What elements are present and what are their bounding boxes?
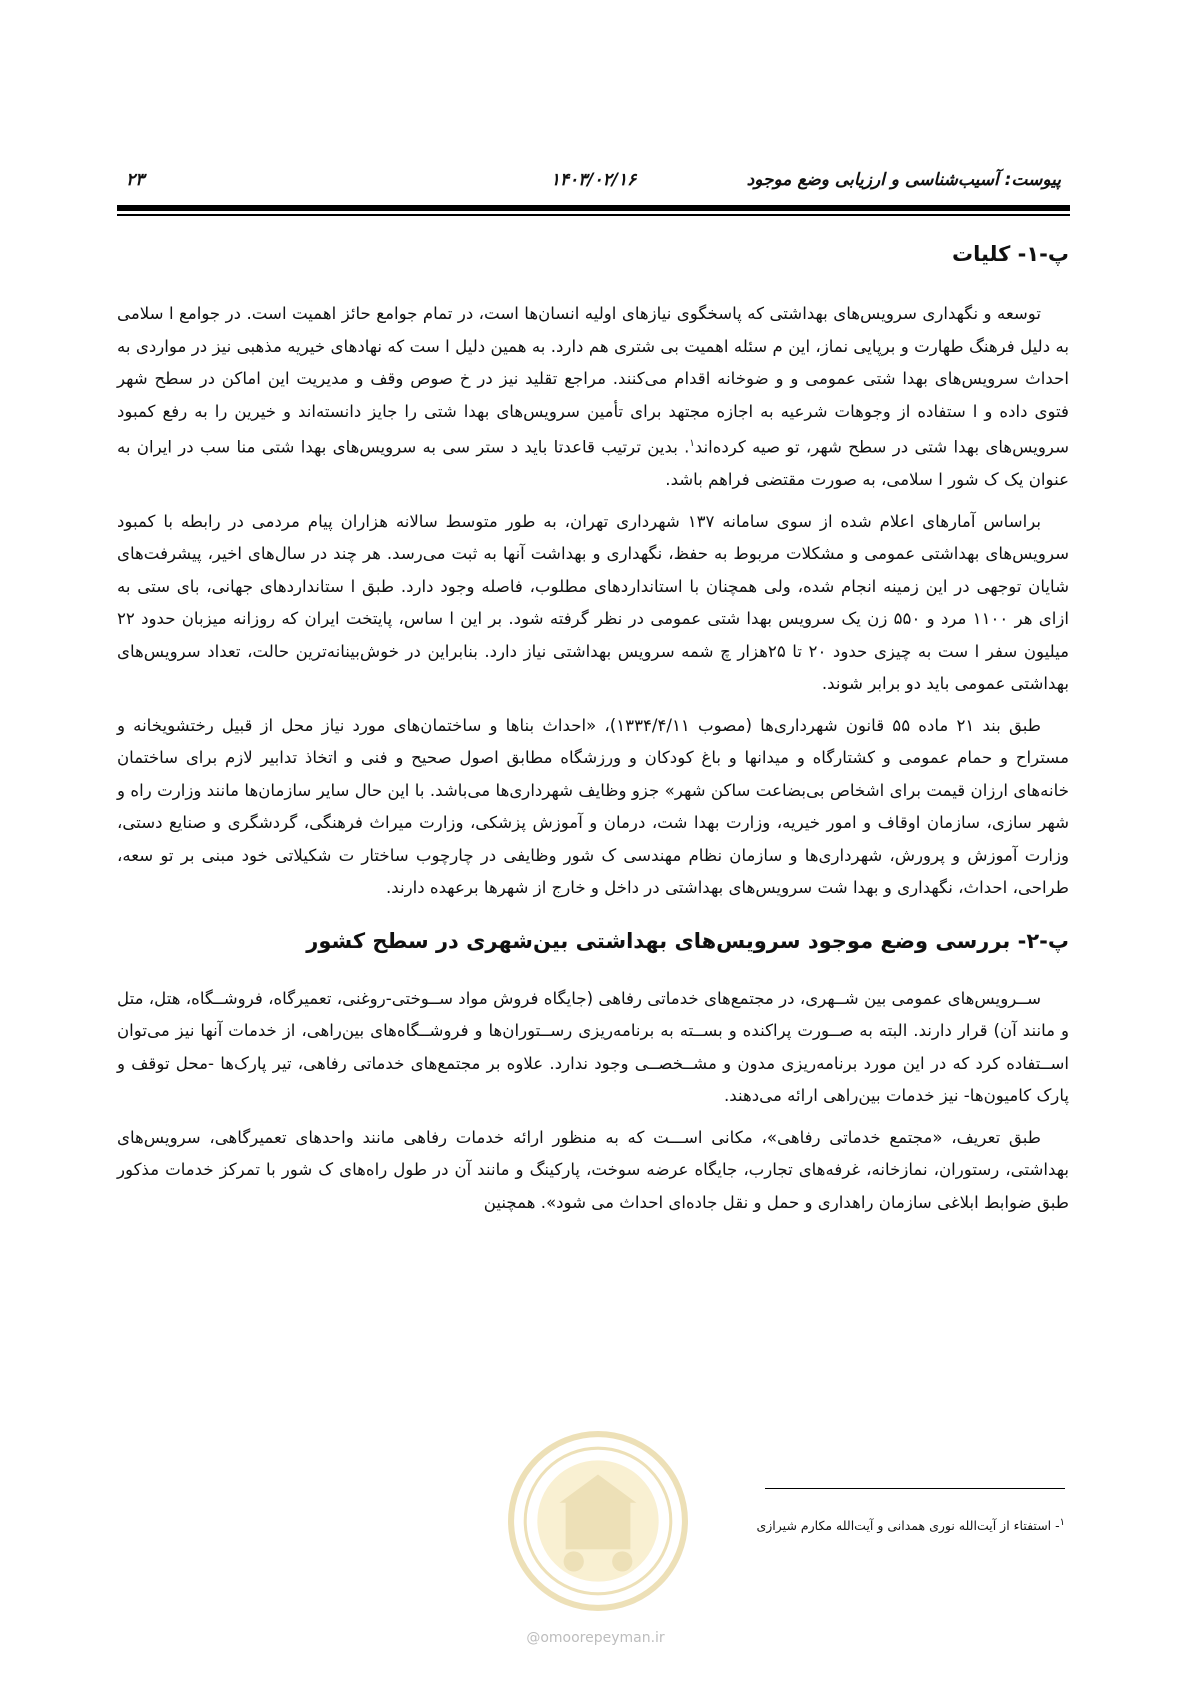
section-1-paragraph-1	[117, 298, 1069, 497]
footnote-text: - استفتاء از آیت‌الله نوری همدانی و آیت‌الله مکارم شیرازی	[756, 1518, 1060, 1534]
paragraph-text: توسعه و نگهداری سرویس‌های بهداشتی که پاسخگوی نیازهای اولیه انسان‌ها است، در تمام جوامع حائز اهمیت است. در جوامع ا سلامی به دلیل فرهنگ طهارت و برپایی نماز، این م سئله اهمیت بی شتری هم دارد. به همین دلیل ا ست که نهادهای خیریه مذهبی نیز در مواردی به احداث سرویس‌های بهدا شتی عمومی و و ضوخانه اقدام می‌کنند. مراجع تقلید نیز در خ صوص وقف و مدیریت این اماکن در سطح شهر فتوی داده و ا ستفاده از وجوهات شرعیه به اجازه مجتهد برای تأمین سرویس‌های بهدا شتی را جایز دانسته‌اند و خیرین را به رفع کمبود سرویس‌های بهدا شتی در سطح شهر، تو صیه کرده‌اند	[117, 304, 1069, 457]
body-content	[117, 240, 1069, 1228]
footnote	[565, 1517, 1065, 1533]
watermark-gear-right	[612, 1551, 632, 1571]
paragraph-text-continued: . بدین ترتیب قاعدتا باید د ستر سی به سرویس‌های بهدا شتی منا سب در ایران به عنوان یک ک شور ا سلامی، به صورت مقتضی فراهم باشد.	[117, 437, 1069, 490]
section-1-paragraph-2: براساس آمارهای اعلام شده از سوی سامانه ۱۳۷ شهرداری تهران، به طور متوسط سالانه هزاران پیام مردمی در رابطه با کمبود سرویس‌های بهداشتی عمومی و مشکلات مربوط به حفظ، نگهداری و بهداشت آنها به ثبت می‌رسد. هر چند در سال‌های اخیر، پیشرفت‌های شایان توجهی در این زمینه انجام شده، ولی همچنان با استانداردهای مطلوب، فاصله وجود دارد. طبق ا ستانداردهای جهانی، بای ستی به ازای هر ۱۱۰۰ مرد و ۵۵۰ زن یک سرویس بهدا شتی عمومی در نظر گرفته شود. بر این ا ساس، پایتخت ایران که روزانه میزبان حدود ۲۲ میلیون سفر ا ست به چیزی حدود ۲۰ تا ۲۵هزار چ شمه سرویس بهداشتی نیاز دارد. بنابراین در خوش‌بینانه‌ترین حالت، تعداد سرویس‌های بهداشتی عمومی باید دو برابر شوند.	[117, 511, 1069, 694]
page-number: ۲۳	[126, 170, 145, 190]
section-2-paragraph-1: ســرویس‌های عمومی بین شــهری، در مجتمع‌های خدماتی رفاهی (جایگاه فروش مواد ســوختی-روغنی، تعمیرگاه، فروشــگاه، هتل، متل و مانند آن) قرار دارند. البته به صــورت پراکنده و بســته به برنامه‌ریزی رســتوران‌ها و فروشــگاه‌های بین‌راهی، از خدمات آنها نیز می‌توان اســتفاده کرد که در این مورد برنامه‌ریزی مدون و مشــخصــی وجود ندارد. علاوه بر مجتمع‌های خدماتی رفاهی، تیر پارک‌ها -محل توقف و پارک کامیون‌ها- نیز خدمات بین‌راهی ارائه می‌دهند.	[117, 988, 1069, 1106]
footnote-rule	[765, 1488, 1065, 1489]
header-date: ۱۴۰۳/۰۲/۱۶	[550, 170, 637, 190]
watermark-gear-left	[564, 1551, 584, 1571]
header-rule-thin	[117, 214, 1070, 216]
page-header	[126, 170, 1061, 198]
section-1-heading: پ-۱- کلیات	[951, 242, 1069, 266]
watermark-text: @omoorepeyman.ir	[526, 1630, 665, 1646]
section-2-paragraph-2: طبق تعریف، «مجتمع خدماتی رفاهی»، مکانی اســـت که به منظور ارائه خدمات رفاهی مانند واحدهای تعمیرگاهی، سرویس‌های بهداشتی، رستوران، نمازخانه، غرفه‌های تجارب، جایگاه عرضه سوخت، پارکینگ و مانند آن در طول راه‌های ک شور با تمرکز خدمات مذکور طبق ضوابط ابلاغی سازمان راهداری و حمل و نقل جاده‌ای احداث می شود». همچنین	[117, 1127, 1069, 1212]
footnote-reference[interactable]: ۱	[689, 438, 695, 449]
footnote-marker: ۱	[1059, 1517, 1065, 1528]
header-rule-thick	[117, 205, 1070, 211]
section-1-paragraph-3: طبق بند ۲۱ ماده ۵۵ قانون شهرداری‌ها (مصوب ۱۳۳۴/۴/۱۱)، «احداث بناها و ساختمان‌های مورد نیاز محل از قبیل رختشویخانه و مستراح و حمام عمومی و کشتارگاه و میدانها و باغ کودکان و ورزشگاه مطابق اصول صحیح و فنی و اتخاذ تدابیر لازم برای ساختمان خانه‌های ارزان قیمت برای اشخاص بی‌بضاعت ساکن شهر» جزو وظایف شهرداری‌ها می‌باشد. با این حال سایر سازمان‌ها مانند وزارت راه و شهر سازی، سازمان اوقاف و امور خیریه، وزارت بهدا شت، درمان و آموزش پزشکی، وزارت میراث فرهنگی، گردشگری و صنایع دستی، وزارت آموزش و پرورش، شهرداری‌ها و سازمان نظام مهندسی ک شور وظایفی در چارچوب ساختار ت شکیلاتی خود مبنی بر تو سعه، طراحی، احداث، نگهداری و بهدا شت سرویس‌های بهداشتی در داخل و خارج از شهرها برعهده دارند.	[117, 715, 1069, 898]
section-2-heading: پ-۲- بررسی وضع موجود سرویس‌های بهداشتی بین‌شهری در سطح کشور	[306, 928, 1069, 953]
header-title: پیوست: آسیب‌شناسی و ارزیابی وضع موجود	[746, 170, 1061, 190]
